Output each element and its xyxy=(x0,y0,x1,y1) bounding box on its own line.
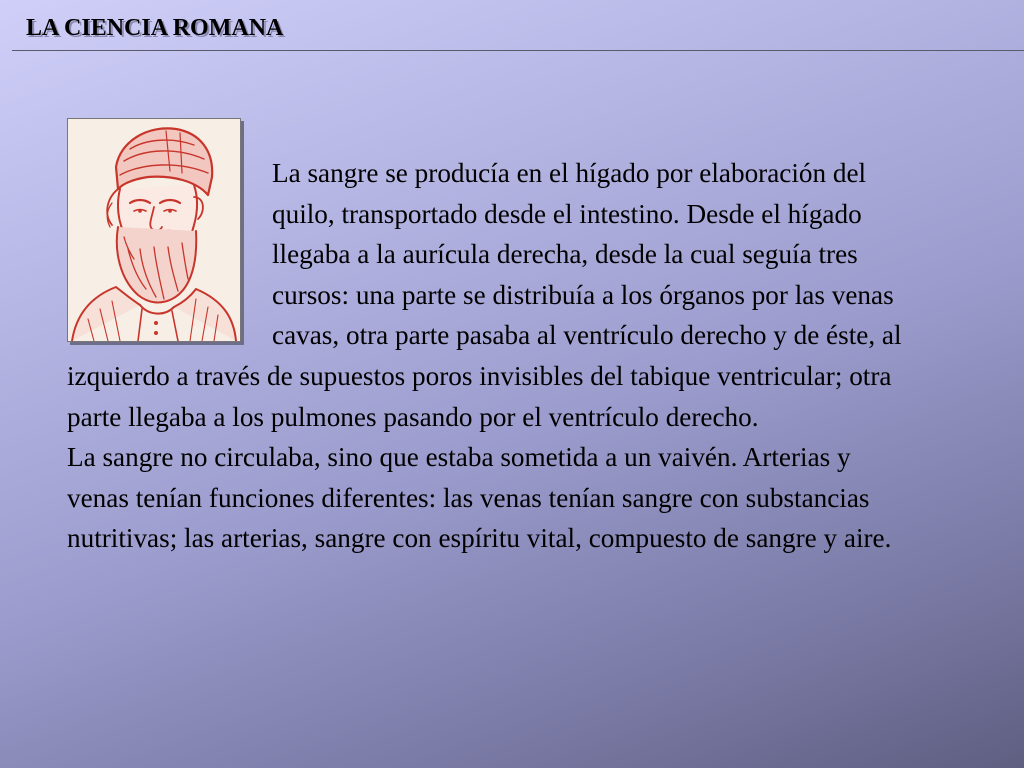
portrait-spacer xyxy=(67,153,272,353)
paragraph-blood-production: La sangre se producía en el hígado por elaboración del quilo, transportado desde el intestino. Desde el hígado llegaba a la aurícula derecha, desde la cual seguía tres cursos: una parte se distribuía a los órganos por las venas cavas, otra parte pasaba al ventrículo derecho y de éste, al izquierdo a través de supuestos poros invisibles del tabique ventricular; otra parte llegaba a los pulmones pasando por el ventrículo derecho. xyxy=(67,158,902,432)
paragraph-blood-movement: La sangre no circulaba, sino que estaba sometida a un vaivén. Arterias y venas tenían funciones diferentes: las venas tenían sangre con substancias nutritivas; las arterias, sangre con espíritu vital, compuesto de sangre y aire. xyxy=(67,442,892,554)
slide-body xyxy=(67,153,912,559)
title-divider xyxy=(12,50,1024,51)
slide-title: LA CIENCIA ROMANA xyxy=(26,15,284,41)
